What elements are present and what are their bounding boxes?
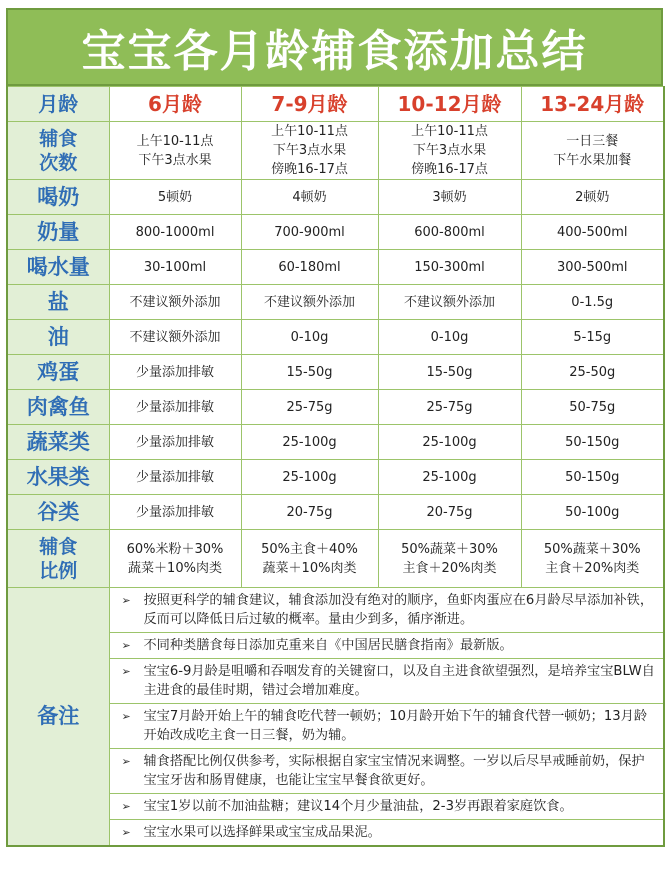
table-cell xyxy=(378,250,521,285)
table-cell xyxy=(109,355,241,390)
note-text: 辅食搭配比例仅供参考，实际根据自家宝宝情况来调整。一岁以后尽早戒睡前奶，保护宝宝牙齿和肠胃健康，也能让宝宝早餐食欲更好。 xyxy=(143,754,645,788)
age-column-header: 13-24月龄 xyxy=(521,87,664,122)
cell-line: 25-75g xyxy=(286,399,333,415)
arrow-bullet-icon: ➢ xyxy=(121,639,131,652)
cell-line: 15-50g xyxy=(286,364,333,380)
table-cell xyxy=(109,425,241,460)
cell-line: 25-100g xyxy=(282,434,337,450)
cell-line: 上午10-11点 xyxy=(411,124,488,139)
row-label xyxy=(7,495,109,530)
row-label xyxy=(7,425,109,460)
table-cell xyxy=(521,180,664,215)
cell-line: 30-100ml xyxy=(143,259,207,275)
table-cell xyxy=(378,460,521,495)
cell-line: 肉禽鱼 xyxy=(26,395,90,419)
age-column-header: 6月龄 xyxy=(109,87,241,122)
table-cell xyxy=(241,355,378,390)
cell-line: 不建议额外添加 xyxy=(129,294,221,310)
cell-line: 20-75g xyxy=(426,504,473,520)
table-cell xyxy=(521,250,664,285)
row-label xyxy=(7,285,109,320)
note-item xyxy=(110,794,664,820)
cell-line: 50%主食＋40% xyxy=(261,541,358,557)
note-text: 宝宝水果可以选择鲜果或宝宝成品果泥。 xyxy=(143,825,381,840)
cell-line: 喝水量 xyxy=(26,255,90,279)
cell-line: 盐 xyxy=(47,290,69,314)
note-text: 不同种类膳食每日添加克重来自《中国居民膳食指南》最新版。 xyxy=(143,638,513,653)
row-label xyxy=(7,460,109,495)
cell-line: 下午3点水果 xyxy=(138,152,212,168)
table-cell xyxy=(241,425,378,460)
cell-line: 5-15g xyxy=(573,329,612,345)
table-cell xyxy=(378,495,521,530)
table-row xyxy=(7,320,664,355)
cell-line: 喝奶 xyxy=(37,185,80,209)
table-cell xyxy=(378,215,521,250)
cell-line: 辅食 xyxy=(39,535,78,558)
row-label xyxy=(7,215,109,250)
cell-line: 25-100g xyxy=(422,469,477,485)
table-cell xyxy=(521,425,664,460)
cell-line: 25-50g xyxy=(569,364,616,380)
table-cell xyxy=(241,320,378,355)
cell-line: 傍晚16-17点 xyxy=(411,162,488,177)
table-cell xyxy=(109,530,241,588)
cell-line: 鸡蛋 xyxy=(37,360,80,384)
feeding-table xyxy=(6,86,665,847)
cell-line: 水果类 xyxy=(26,465,90,489)
cell-line: 15-50g xyxy=(426,364,473,380)
cell-line: 少量添加排敏 xyxy=(135,469,214,485)
cell-line: 次数 xyxy=(39,151,78,174)
cell-line: 上午10-11点 xyxy=(271,124,348,139)
arrow-bullet-icon: ➢ xyxy=(121,826,131,839)
table-cell xyxy=(241,215,378,250)
age-column-header: 10-12月龄 xyxy=(378,87,521,122)
cell-line: 主食＋20%肉类 xyxy=(402,560,497,576)
age-column-header: 7-9月龄 xyxy=(241,87,378,122)
cell-line: 300-500ml xyxy=(556,259,628,275)
table-cell xyxy=(378,285,521,320)
arrow-bullet-icon: ➢ xyxy=(121,710,131,723)
cell-line: 50-150g xyxy=(565,469,620,485)
cell-line: 3顿奶 xyxy=(432,189,467,205)
table-cell xyxy=(521,122,664,180)
note-item xyxy=(110,633,664,659)
cell-line: 4顿奶 xyxy=(292,189,327,205)
table-cell xyxy=(521,320,664,355)
table-row xyxy=(7,460,664,495)
table-cell xyxy=(378,530,521,588)
cell-line: 蔬菜＋10%肉类 xyxy=(128,560,222,576)
table-cell xyxy=(241,495,378,530)
note-item xyxy=(110,820,664,845)
table-cell xyxy=(241,180,378,215)
table-cell xyxy=(241,285,378,320)
arrow-bullet-icon: ➢ xyxy=(121,665,131,678)
cell-line: 一日三餐 xyxy=(566,133,619,149)
table-cell xyxy=(109,122,241,180)
table-cell xyxy=(521,215,664,250)
cell-line: 50-75g xyxy=(569,399,616,415)
cell-line: 谷类 xyxy=(37,500,80,524)
table-row xyxy=(7,425,664,460)
notes-list xyxy=(109,588,664,847)
table-cell xyxy=(241,460,378,495)
cell-line: 50%蔬菜＋30% xyxy=(543,541,641,557)
cell-line: 少量添加排敏 xyxy=(135,434,214,450)
table-cell xyxy=(241,122,378,180)
note-item xyxy=(110,588,664,633)
row-label xyxy=(7,250,109,285)
header-label: 月龄 xyxy=(7,87,109,122)
cell-line: 700-900ml xyxy=(274,224,345,240)
notes-label: 备注 xyxy=(7,588,109,847)
table-cell xyxy=(521,495,664,530)
cell-line: 不建议额外添加 xyxy=(403,294,495,310)
row-label xyxy=(7,355,109,390)
table-cell xyxy=(378,320,521,355)
cell-line: 下午3点水果 xyxy=(272,143,347,158)
table-cell xyxy=(378,390,521,425)
cell-line: 少量添加排敏 xyxy=(135,504,214,520)
arrow-bullet-icon: ➢ xyxy=(121,755,131,768)
table-cell xyxy=(241,250,378,285)
cell-line: 辅食 xyxy=(39,127,78,150)
row-label xyxy=(7,390,109,425)
cell-line: 油 xyxy=(47,325,69,349)
cell-line: 0-10g xyxy=(290,329,329,345)
cell-line: 2顿奶 xyxy=(575,189,610,205)
table-cell xyxy=(109,180,241,215)
note-text: 按照更科学的辅食建议，辅食添加没有绝对的顺序，鱼虾肉蛋应在6月龄尽早添加补铁，反而可以降低日后过敏的概率。量由少到多，循序渐进。 xyxy=(143,593,654,627)
table-row xyxy=(7,390,664,425)
table-row xyxy=(7,250,664,285)
cell-line: 比例 xyxy=(39,559,78,582)
cell-line: 25-100g xyxy=(422,434,477,450)
cell-line: 600-800ml xyxy=(414,224,485,240)
table-row xyxy=(7,180,664,215)
table-cell xyxy=(521,530,664,588)
table-cell xyxy=(521,355,664,390)
cell-line: 傍晚16-17点 xyxy=(271,162,348,177)
arrow-bullet-icon: ➢ xyxy=(121,594,131,607)
table-cell xyxy=(109,250,241,285)
table-cell xyxy=(109,460,241,495)
table-row xyxy=(7,530,664,588)
cell-line: 60-180ml xyxy=(278,259,341,275)
cell-line: 不建议额外添加 xyxy=(129,329,221,345)
cell-line: 下午3点水果 xyxy=(412,143,487,158)
table-cell xyxy=(378,180,521,215)
table-cell xyxy=(521,285,664,320)
table-cell xyxy=(241,530,378,588)
table-cell xyxy=(109,285,241,320)
cell-line: 0-1.5g xyxy=(571,294,614,310)
cell-line: 800-1000ml xyxy=(135,224,215,240)
table-row xyxy=(7,355,664,390)
cell-line: 25-100g xyxy=(282,469,337,485)
cell-line: 蔬菜＋10%肉类 xyxy=(262,560,357,576)
table-cell xyxy=(109,495,241,530)
cell-line: 少量添加排敏 xyxy=(135,399,214,415)
header-row xyxy=(7,87,664,122)
table-row xyxy=(7,495,664,530)
cell-line: 50-100g xyxy=(565,504,620,520)
cell-line: 5顿奶 xyxy=(157,189,193,205)
row-label xyxy=(7,122,109,180)
table-cell xyxy=(521,460,664,495)
note-item xyxy=(110,749,664,794)
cell-line: 400-500ml xyxy=(556,224,628,240)
table-cell xyxy=(378,122,521,180)
title-banner xyxy=(6,8,663,86)
cell-line: 50-150g xyxy=(565,434,620,450)
cell-line: 奶量 xyxy=(37,220,80,244)
arrow-bullet-icon: ➢ xyxy=(121,800,131,813)
cell-line: 少量添加排敏 xyxy=(135,364,214,380)
table-cell xyxy=(109,390,241,425)
note-item xyxy=(110,659,664,704)
cell-line: 50%蔬菜＋30% xyxy=(401,541,498,557)
note-item xyxy=(110,704,664,749)
cell-line: 上午10-11点 xyxy=(136,133,214,149)
notes-row xyxy=(7,588,664,847)
cell-line: 20-75g xyxy=(286,504,333,520)
cell-line: 不建议额外添加 xyxy=(263,294,355,310)
cell-line: 蔬菜类 xyxy=(26,430,90,454)
note-text: 宝宝7月龄开始上午的辅食吃代替一顿奶；10月龄开始下午的辅食代替一顿奶；13月龄开始改成吃主食一日三餐，奶为辅。 xyxy=(143,709,648,743)
row-label xyxy=(7,180,109,215)
note-text: 宝宝6-9月龄是咀嚼和吞咽发育的关键窗口，以及自主进食欲望强烈，是培养宝宝BLW自主进食的最佳时期，错过会增加难度。 xyxy=(143,664,655,698)
cell-line: 25-75g xyxy=(426,399,473,415)
table-cell xyxy=(109,215,241,250)
cell-line: 主食＋20%肉类 xyxy=(545,560,640,576)
table-cell xyxy=(109,320,241,355)
table-cell xyxy=(378,355,521,390)
table-cell xyxy=(521,390,664,425)
cell-line: 下午水果加餐 xyxy=(553,152,632,168)
row-label xyxy=(7,320,109,355)
row-label xyxy=(7,530,109,588)
table-row xyxy=(7,122,664,180)
table-row xyxy=(7,285,664,320)
page-title: 宝宝各月龄辅食添加总结 xyxy=(81,26,588,77)
cell-line: 60%米粉＋30% xyxy=(126,541,224,557)
table-cell xyxy=(378,425,521,460)
note-text: 宝宝1岁以前不加油盐糖；建议14个月少量油盐，2-3岁再跟着家庭饮食。 xyxy=(143,799,573,814)
table-cell xyxy=(241,390,378,425)
cell-line: 150-300ml xyxy=(414,259,485,275)
cell-line: 0-10g xyxy=(430,329,469,345)
table-row xyxy=(7,215,664,250)
